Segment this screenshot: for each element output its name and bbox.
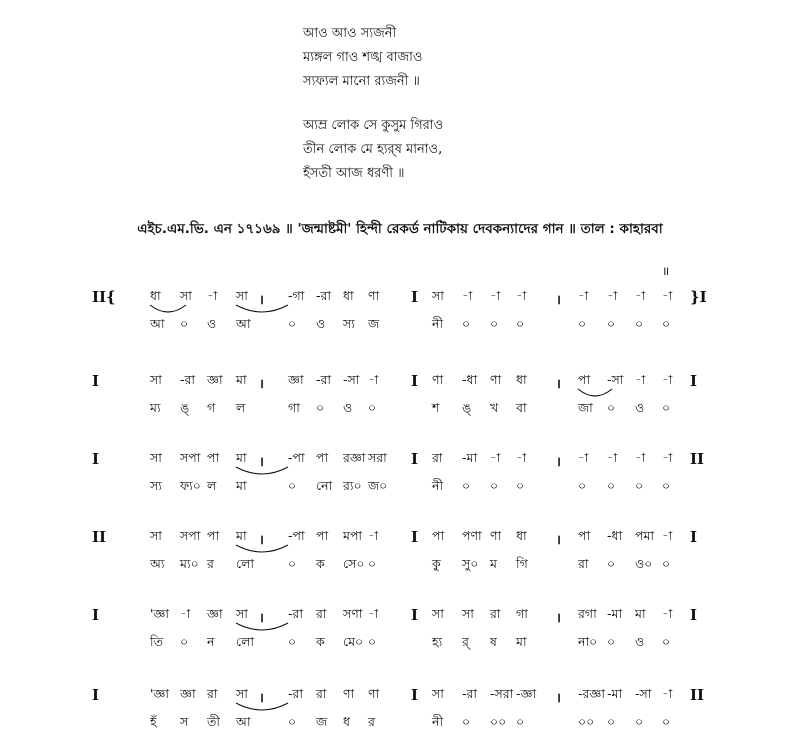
swara-note: সপা: [180, 450, 201, 465]
lyric-syllable: ০: [635, 478, 644, 493]
lyric-syllable: হ্য: [432, 634, 443, 649]
swara-note: সা: [150, 450, 162, 465]
poem-line: হঁসতী আজ ধরণী ॥: [303, 166, 405, 181]
lyric-syllable: খ: [490, 400, 499, 415]
lyric-syllable: ০: [462, 714, 471, 729]
section-bar-line: I: [411, 686, 419, 704]
lyric-syllable: বা: [516, 400, 527, 415]
swara-note: সা: [432, 606, 444, 621]
lyric-syllable: ০: [516, 714, 525, 729]
swara-note: ণা: [343, 686, 355, 701]
poem-line: অ্যম্র লোক সে কুসুম গিরাও: [303, 118, 444, 133]
swara-note: -রা: [316, 372, 332, 387]
lyric-syllable: গি: [516, 556, 528, 571]
lyric-syllable: জ: [368, 316, 380, 331]
swara-note: -া: [662, 288, 673, 303]
swara-note: -া: [662, 528, 673, 543]
swara-note: মা: [635, 606, 646, 621]
swara-note: পা: [316, 528, 329, 543]
swara-note: -া: [490, 450, 501, 465]
swara-note: 'জ্ঞা: [150, 606, 170, 621]
notation-row: [0, 528, 800, 588]
right-bar-line: I: [690, 372, 698, 390]
swara-note: রা: [490, 606, 501, 621]
lyric-syllable: ০: [516, 478, 525, 493]
lyric-syllable: ০: [368, 634, 377, 649]
beat-separator: ।: [556, 691, 561, 706]
slur-marks: [0, 686, 800, 746]
lyric-syllable: ০: [662, 400, 671, 415]
left-bar-line: I: [92, 450, 100, 468]
right-bar-line: I: [690, 606, 698, 624]
swara-note: রা: [316, 686, 327, 701]
section-bar-line: I: [411, 372, 419, 390]
lyric-syllable: নী: [432, 316, 444, 331]
swara-note: -রা: [462, 686, 478, 701]
swara-note: -া: [578, 288, 589, 303]
lyric-syllable: নী: [432, 714, 444, 729]
swara-note: পণা: [462, 528, 482, 543]
lyric-syllable: ঙ্: [180, 400, 190, 415]
swara-note: -া: [662, 686, 673, 701]
swara-note: সা: [150, 528, 162, 543]
swara-note: সা: [432, 288, 444, 303]
lyric-syllable: তী: [207, 714, 220, 729]
swara-note: -া: [635, 288, 646, 303]
lyric-syllable: র্: [462, 634, 469, 649]
swara-note: সরা: [368, 450, 387, 465]
lyric-syllable: র‍্য০: [343, 478, 362, 493]
lyric-syllable: ০: [607, 556, 616, 571]
right-bar-line: II: [690, 450, 705, 468]
lyric-syllable: ০: [288, 714, 297, 729]
swara-note: -া: [516, 450, 527, 465]
notation-row: [0, 450, 800, 510]
swara-note: -া: [635, 372, 646, 387]
swara-note: -গা: [288, 288, 305, 303]
lyric-syllable: ০: [607, 478, 616, 493]
lyric-syllable: লো: [236, 634, 255, 649]
record-caption: এইচ.এম.ভি. এন ১৭১৬৯ ॥ 'জন্মাষ্টমী' হিন্দী রেকর্ড নাটিকায় দেবকন্যাদের গান ॥ তাল : কাহারবা: [137, 221, 663, 237]
swara-note: -া: [368, 372, 379, 387]
swara-note: জ্ঞা: [180, 686, 196, 701]
swara-note: পা: [207, 528, 220, 543]
slur-arc: [236, 545, 288, 552]
swara-note: -া: [368, 606, 379, 621]
lyric-syllable: ০: [288, 634, 297, 649]
poem-line: ম্যঙ্গল গাও শঙ্খ বাজাও: [303, 50, 423, 65]
swara-note: -া: [516, 288, 527, 303]
lyric-syllable: ০: [288, 478, 297, 493]
swara-note: -ধা: [607, 528, 623, 543]
slur-arc: [150, 305, 186, 312]
lyric-syllable: ০: [180, 634, 189, 649]
beat-separator: ।: [556, 455, 561, 470]
lyric-syllable: ০: [180, 316, 189, 331]
swara-note: ণা: [490, 528, 502, 543]
swara-note: মা: [236, 528, 247, 543]
swara-note: পমা: [635, 528, 655, 543]
swara-note: সপা: [180, 528, 201, 543]
lyric-syllable: মে০: [343, 634, 364, 649]
lyric-syllable: ও: [635, 400, 645, 415]
lyric-syllable: কু: [432, 556, 441, 571]
beat-separator: ।: [259, 691, 264, 706]
lyric-syllable: স: [180, 714, 189, 729]
lyric-syllable: ০: [662, 634, 671, 649]
swara-note: -া: [635, 450, 646, 465]
swara-note: সা: [150, 372, 162, 387]
swara-note: জ্ঞা: [207, 606, 223, 621]
lyric-syllable: ফ্য০: [180, 478, 201, 493]
swara-note: ণা: [368, 288, 380, 303]
swara-note: সা: [236, 288, 248, 303]
lyric-syllable: নো: [316, 478, 333, 493]
slur-arc: [236, 305, 288, 312]
swara-note: -া: [462, 288, 473, 303]
lyric-syllable: ০: [607, 316, 616, 331]
swara-note: ধা: [343, 288, 354, 303]
swara-note: ধা: [150, 288, 161, 303]
lyric-syllable: জা: [578, 400, 593, 415]
swara-note: রজ্ঞা: [343, 450, 366, 465]
swara-note: ণা: [368, 686, 380, 701]
swara-note: -রা: [316, 288, 332, 303]
slur-marks: [0, 606, 800, 666]
beat-separator: ।: [556, 533, 561, 548]
lyric-syllable: ক: [316, 634, 325, 649]
lyric-syllable: ম্য: [150, 400, 161, 415]
swara-note: -া: [607, 450, 618, 465]
poem-line: আও আও স্যজনী: [303, 26, 397, 41]
slur-arc: [236, 703, 288, 710]
swara-note: -জ্ঞা: [516, 686, 537, 701]
poem-line: স্যফ্যল মানো র‍্যজনী ॥: [303, 74, 420, 89]
lyric-syllable: ০: [368, 556, 377, 571]
left-bar-line: II{: [92, 288, 116, 306]
left-bar-line: II: [92, 528, 107, 546]
swara-note: পা: [207, 450, 220, 465]
lyric-syllable: ও: [316, 316, 326, 331]
lyric-syllable: জ০: [368, 478, 388, 493]
lyric-syllable: ০: [662, 556, 671, 571]
swara-note: -সরা: [490, 686, 514, 701]
swara-note: -া: [607, 288, 618, 303]
lyric-syllable: র: [368, 714, 375, 729]
lyric-syllable: ০: [578, 478, 587, 493]
lyric-syllable: ও: [343, 400, 353, 415]
swara-note: সা: [432, 686, 444, 701]
notation-row: [0, 606, 800, 666]
swara-note: -া: [490, 288, 501, 303]
lyric-syllable: গা: [288, 400, 300, 415]
swara-note: -রা: [288, 686, 304, 701]
lyric-syllable: অ্য: [150, 556, 165, 571]
lyric-syllable: ০: [490, 316, 499, 331]
swara-note: রা: [432, 450, 443, 465]
lyric-syllable: স্য: [343, 316, 355, 331]
swara-note: পা: [578, 372, 591, 387]
lyric-syllable: ০: [607, 634, 616, 649]
lyric-syllable: ০: [462, 316, 471, 331]
lyric-syllable: ন: [207, 634, 215, 649]
poem-text: [303, 22, 443, 186]
swara-note: -পা: [288, 528, 305, 543]
swara-note: মপা: [343, 528, 363, 543]
beat-separator: ।: [556, 293, 561, 308]
swara-note: রা: [316, 606, 327, 621]
lyric-syllable: ম: [490, 556, 497, 571]
swara-note: -সা: [343, 372, 360, 387]
swara-note: পা: [316, 450, 329, 465]
swara-note: 'জ্ঞা: [150, 686, 170, 701]
swara-note: সণা: [343, 606, 363, 621]
swara-note: সা: [236, 686, 248, 701]
lyric-syllable: নী: [432, 478, 444, 493]
swara-note: -া: [578, 450, 589, 465]
lyric-syllable: ক: [316, 556, 325, 571]
stanza-gap: [303, 94, 443, 114]
lyric-syllable: ০: [490, 478, 499, 493]
lyric-syllable: না০: [578, 634, 598, 649]
section-bar-line: I: [411, 288, 419, 306]
lyric-syllable: সু০: [462, 556, 479, 571]
swara-note: -রা: [288, 606, 304, 621]
lyric-syllable: গ: [207, 400, 216, 415]
swara-note: -া: [207, 288, 218, 303]
slur-arc: [578, 389, 612, 396]
swara-note: পা: [432, 528, 445, 543]
swara-note: ধা: [516, 372, 527, 387]
lyric-syllable: আ: [236, 316, 251, 331]
lyric-syllable: ধ: [343, 714, 351, 729]
lyric-syllable: ও: [635, 634, 645, 649]
swara-note: গা: [516, 606, 528, 621]
lyric-syllable: ল: [207, 478, 217, 493]
swara-note: সা: [180, 288, 192, 303]
lyric-syllable: শ: [432, 400, 440, 415]
notation-row: [0, 686, 800, 746]
swara-note: সা: [462, 606, 474, 621]
swara-note: -া: [662, 450, 673, 465]
lyric-syllable: ০: [578, 316, 587, 331]
swara-note: -রজ্ঞা: [578, 686, 605, 701]
swara-note: জ্ঞা: [288, 372, 304, 387]
left-bar-line: I: [92, 686, 100, 704]
lyric-syllable: লো: [236, 556, 255, 571]
slur-arc: [236, 467, 288, 474]
lyric-syllable: ০০: [490, 714, 507, 729]
lyric-syllable: ০: [662, 714, 671, 729]
swara-note: -া: [662, 606, 673, 621]
beat-separator: ।: [259, 611, 264, 626]
swara-note: ণা: [490, 372, 502, 387]
swara-note: পা: [578, 528, 591, 543]
lyric-syllable: ০: [635, 316, 644, 331]
lyric-syllable: হঁ: [150, 714, 157, 729]
slur-arc: [236, 623, 288, 630]
notation-row: [0, 288, 800, 348]
lyric-syllable: ০: [607, 400, 616, 415]
swara-note: ণা: [432, 372, 444, 387]
lyric-syllable: রা: [578, 556, 589, 571]
lyric-syllable: মা: [516, 634, 527, 649]
swara-note: -ধা: [462, 372, 478, 387]
beat-separator: ।: [259, 455, 264, 470]
lyric-syllable: র: [207, 556, 214, 571]
right-bar-line: I: [690, 528, 698, 546]
swara-note: -া: [368, 528, 379, 543]
swara-note: -সা: [635, 686, 652, 701]
beat-separator: ।: [259, 377, 264, 392]
swara-note: ধা: [516, 528, 527, 543]
lyric-syllable: ০: [368, 400, 377, 415]
lyric-syllable: ০০: [578, 714, 595, 729]
section-bar-line: I: [411, 528, 419, 546]
swara-note: জ্ঞা: [207, 372, 223, 387]
lyric-syllable: ০: [516, 316, 525, 331]
lyric-syllable: আ: [150, 316, 165, 331]
lyric-syllable: আ: [236, 714, 251, 729]
left-bar-line: I: [92, 606, 100, 624]
lyric-syllable: ০: [662, 478, 671, 493]
lyric-syllable: ০: [288, 556, 297, 571]
swara-note: -পা: [288, 450, 305, 465]
lyric-syllable: ল: [236, 400, 246, 415]
lyric-syllable: ০: [288, 316, 297, 331]
lyric-syllable: ০: [635, 714, 644, 729]
slur-marks: [0, 528, 800, 588]
swara-note: মা: [236, 450, 247, 465]
swara-note: -মা: [462, 450, 478, 465]
right-bar-line: II: [690, 686, 705, 704]
section-bar-line: I: [411, 450, 419, 468]
beat-separator: ।: [259, 293, 264, 308]
swara-note: -মা: [607, 686, 623, 701]
right-bar-line: }I: [690, 288, 707, 306]
slur-marks: [0, 450, 800, 510]
lyric-syllable: মা: [236, 478, 247, 493]
lyric-syllable: ০: [462, 478, 471, 493]
lyric-syllable: সে০: [343, 556, 365, 571]
swara-note: -মা: [607, 606, 623, 621]
swara-note: -া: [662, 372, 673, 387]
swara-note: -সা: [607, 372, 624, 387]
header-bar-mark: ॥: [662, 264, 670, 278]
poem-line: তীন লোক মে হ্যর্‌ষ মানাও,: [303, 142, 443, 157]
lyric-syllable: তি: [150, 634, 163, 649]
lyric-syllable: ০: [662, 316, 671, 331]
beat-separator: ।: [259, 533, 264, 548]
lyric-syllable: ঙ্: [462, 400, 472, 415]
lyric-syllable: ষ: [490, 634, 497, 649]
lyric-syllable: ও০: [635, 556, 653, 571]
swara-note: রা: [207, 686, 218, 701]
lyric-syllable: ০: [607, 714, 616, 729]
slur-marks: [0, 372, 800, 432]
left-bar-line: I: [92, 372, 100, 390]
swara-note: -রা: [180, 372, 196, 387]
lyric-syllable: স্য: [150, 478, 162, 493]
lyric-syllable: জ: [316, 714, 328, 729]
lyric-syllable: ম্য০: [180, 556, 199, 571]
swara-note: রগা: [578, 606, 597, 621]
swara-note: -া: [180, 606, 191, 621]
swara-note: মা: [236, 372, 247, 387]
swara-note: সা: [236, 606, 248, 621]
beat-separator: ।: [556, 377, 561, 392]
slur-marks: [0, 288, 800, 348]
section-bar-line: I: [411, 606, 419, 624]
lyric-syllable: ও: [207, 316, 217, 331]
notation-row: [0, 372, 800, 432]
beat-separator: ।: [556, 611, 561, 626]
lyric-syllable: ০: [316, 400, 325, 415]
